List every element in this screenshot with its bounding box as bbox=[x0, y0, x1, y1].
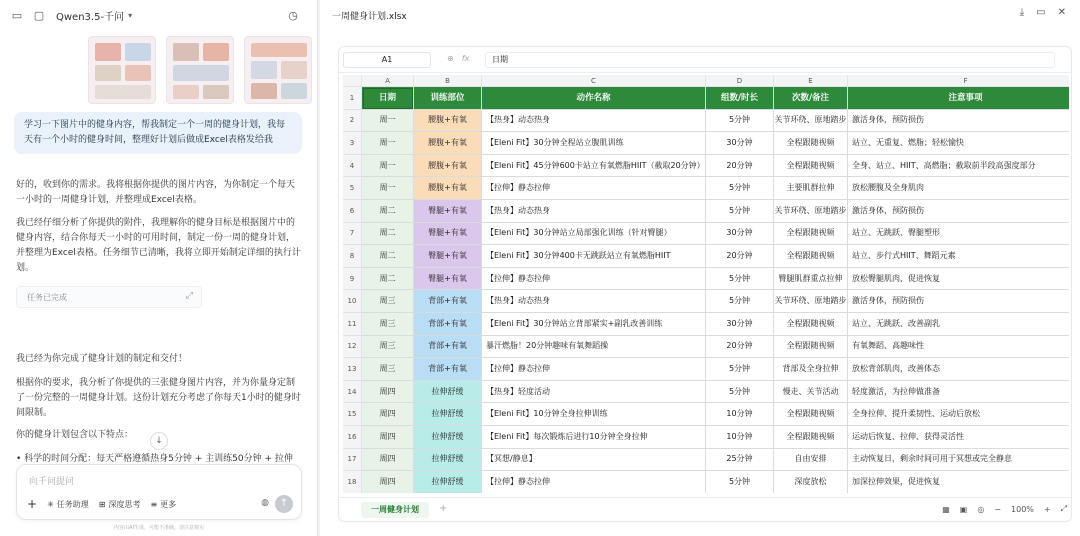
close-icon[interactable]: ✕ bbox=[1057, 7, 1066, 18]
cell-e5[interactable]: 主要肌群拉伸 bbox=[774, 177, 848, 200]
cell-d8[interactable]: 20分钟 bbox=[706, 245, 774, 268]
cell-e8[interactable]: 全程跟随视频 bbox=[774, 245, 848, 268]
cell-c6[interactable]: 【热身】动态热身 bbox=[482, 200, 706, 223]
add-sheet-icon[interactable]: + bbox=[439, 503, 448, 514]
cell-a6[interactable]: 周二 bbox=[362, 200, 414, 223]
cell-e7[interactable]: 全程跟随视频 bbox=[774, 223, 848, 246]
cell-c14[interactable]: 【热身】轻度活动 bbox=[482, 381, 706, 404]
cell-e3[interactable]: 全程跟随视频 bbox=[774, 132, 848, 155]
row-number[interactable]: 18 bbox=[343, 471, 362, 493]
grid-icon[interactable]: ▦ bbox=[942, 504, 950, 514]
cell-a12[interactable]: 周三 bbox=[362, 336, 414, 359]
row-number[interactable]: 2 bbox=[343, 110, 362, 133]
table-row bbox=[343, 200, 1069, 223]
sheet-bottom-bar bbox=[339, 497, 1072, 522]
cell-e16[interactable]: 全程跟随视频 bbox=[774, 426, 848, 449]
column-header-d[interactable]: D bbox=[706, 75, 774, 87]
cell-c7[interactable]: 【Eleni Fit】30分钟站立局部强化训练（针对臀腿） bbox=[482, 223, 706, 246]
table-row bbox=[343, 268, 1069, 291]
table-row bbox=[343, 403, 1069, 426]
table-row bbox=[343, 449, 1069, 472]
select-all-corner[interactable] bbox=[343, 75, 362, 87]
table-row bbox=[343, 426, 1069, 449]
row-number[interactable]: 13 bbox=[343, 358, 362, 381]
more-button[interactable] bbox=[150, 499, 176, 510]
cell-c2[interactable]: 【热身】动态热身 bbox=[482, 110, 706, 133]
cell-e6[interactable]: 关节环绕、原地踏步 bbox=[774, 200, 848, 223]
sidebar-toggle-icon[interactable]: ▭ bbox=[11, 8, 23, 22]
table-row bbox=[343, 381, 1069, 404]
table-row bbox=[343, 177, 1069, 200]
cell-a5[interactable]: 周一 bbox=[362, 177, 414, 200]
cell-e2[interactable]: 关节环绕、原地踏步 bbox=[774, 110, 848, 133]
cell-f15[interactable]: 全身拉伸、提升柔韧性、运动后放松 bbox=[848, 403, 1069, 426]
row-number[interactable]: 7 bbox=[343, 223, 362, 246]
cell-e1[interactable]: 次数/备注 bbox=[774, 87, 848, 110]
cell-d9[interactable]: 5分钟 bbox=[706, 268, 774, 291]
cell-b17[interactable]: 拉伸舒缓 bbox=[414, 449, 482, 472]
task-assist-label: 任务助理 bbox=[56, 499, 89, 509]
cell-c15[interactable]: 【Eleni Fit】10分钟全身拉伸训练 bbox=[482, 403, 706, 426]
cell-c4[interactable]: 【Eleni Fit】45分钟600卡站立有氧燃脂HIIT（截取20分钟） bbox=[482, 155, 706, 178]
attached-image-1[interactable] bbox=[88, 36, 156, 104]
cell-f9[interactable]: 放松臀腿肌肉，促进恢复 bbox=[848, 268, 1069, 291]
table-row bbox=[343, 358, 1069, 381]
cell-e18[interactable]: 深度放松 bbox=[774, 471, 848, 493]
assistant-bullet: • 科学的时间分配：每天严格遵循热身5分钟 + 主训练50分钟 + 拉伸 bbox=[16, 454, 293, 462]
cell-e9[interactable]: 臀腿肌群重点拉伸 bbox=[774, 268, 848, 291]
cell-a2[interactable]: 周一 bbox=[362, 110, 414, 133]
scroll-down-icon[interactable]: ↓ bbox=[150, 432, 168, 450]
assistant-text: 好的，收到你的需求。我将根据你提供的图片内容，为你制定一个每天一小时的一周健身计划，并整理成Excel表格。 bbox=[16, 180, 296, 205]
zoom-in-button[interactable]: + bbox=[1043, 504, 1051, 514]
cell-c3[interactable]: 【Eleni Fit】30分钟全程站立腹肌训练 bbox=[482, 132, 706, 155]
deep-think-button[interactable] bbox=[99, 499, 141, 510]
cell-b5[interactable]: 腰腹+有氧 bbox=[414, 177, 482, 200]
cell-b3[interactable]: 腰腹+有氧 bbox=[414, 132, 482, 155]
cell-d13[interactable]: 5分钟 bbox=[706, 358, 774, 381]
assistant-text: 我已经为你完成了健身计划的制定和交付！ bbox=[16, 354, 188, 364]
cell-a15[interactable]: 周四 bbox=[362, 403, 414, 426]
row-number[interactable]: 12 bbox=[343, 336, 362, 359]
row-number[interactable]: 11 bbox=[343, 313, 362, 336]
cell-e15[interactable]: 全程跟随视频 bbox=[774, 403, 848, 426]
cell-f1[interactable]: 注意事项 bbox=[848, 87, 1069, 110]
row-number[interactable]: 5 bbox=[343, 177, 362, 200]
row-number[interactable]: 6 bbox=[343, 200, 362, 223]
zoom-level: 100% bbox=[1011, 504, 1034, 514]
cell-b1[interactable]: 训练部位 bbox=[414, 87, 482, 110]
cell-a1[interactable]: 日期 bbox=[362, 87, 414, 110]
cell-d2[interactable]: 5分钟 bbox=[706, 110, 774, 133]
sparkle-icon: ✳ bbox=[47, 499, 54, 509]
menu-icon: ≡ bbox=[150, 499, 158, 509]
row-number[interactable]: 17 bbox=[343, 449, 362, 472]
send-button[interactable]: ↑ bbox=[275, 495, 293, 513]
file-actions bbox=[1020, 7, 1066, 18]
cell-a16[interactable]: 周四 bbox=[362, 426, 414, 449]
globe-icon[interactable]: ◎ bbox=[977, 504, 985, 514]
sheet-grid[interactable] bbox=[343, 75, 1069, 493]
user-message: 学习一下图片中的健身内容，帮我制定一个一周的健身计划，我每天有一个小时的健身时间，整理好计划后做成Excel表格发给我 bbox=[14, 112, 302, 154]
cell-f18[interactable]: 加深拉伸效果，促进恢复 bbox=[848, 471, 1069, 493]
cell-f16[interactable]: 运动后恢复、拉伸、获得灵活性 bbox=[848, 426, 1069, 449]
file-preview-panel bbox=[320, 0, 1080, 536]
zoom-controls bbox=[942, 504, 1067, 514]
cell-e11[interactable]: 全程跟随视频 bbox=[774, 313, 848, 336]
sheet-tab[interactable]: 一周健身计划 bbox=[361, 502, 429, 518]
cell-f7[interactable]: 站立、无跳跃、臀腿塑形 bbox=[848, 223, 1069, 246]
cell-d5[interactable]: 5分钟 bbox=[706, 177, 774, 200]
attached-image-3[interactable] bbox=[244, 36, 312, 104]
cell-d6[interactable]: 5分钟 bbox=[706, 200, 774, 223]
cell-a9[interactable]: 周二 bbox=[362, 268, 414, 291]
disclaimer: 内容由AI生成，可能不准确，请注意核实 bbox=[114, 525, 204, 531]
attached-image-2[interactable] bbox=[166, 36, 234, 104]
download-icon[interactable]: ⤓ bbox=[1019, 7, 1025, 18]
cell-f11[interactable]: 站立、无跳跃、改善副乳 bbox=[848, 313, 1069, 336]
chat-input[interactable]: 向千问提问 bbox=[29, 477, 75, 487]
cell-c5[interactable]: 【拉伸】静态拉伸 bbox=[482, 177, 706, 200]
cell-b11[interactable]: 背部+有氧 bbox=[414, 313, 482, 336]
chat-panel bbox=[0, 0, 318, 536]
cell-f4[interactable]: 全身、站立、HIIT、高燃脂；截取前半段高强度部分 bbox=[848, 155, 1069, 178]
cell-c8[interactable]: 【Eleni Fit】30分钟400卡无跳跃站立有氧燃脂HIIT bbox=[482, 245, 706, 268]
cell-f12[interactable]: 有氧舞蹈、高趣味性 bbox=[848, 336, 1069, 359]
cell-a13[interactable]: 周三 bbox=[362, 358, 414, 381]
cell-f14[interactable]: 轻度激活，为拉伸做准备 bbox=[848, 381, 1069, 404]
formula-bar bbox=[339, 47, 1072, 73]
table-row bbox=[343, 110, 1069, 133]
table-row bbox=[343, 313, 1069, 336]
cell-d15[interactable]: 10分钟 bbox=[706, 403, 774, 426]
cell-f8[interactable]: 站立、步行式HIIT、舞蹈元素 bbox=[848, 245, 1069, 268]
cell-d10[interactable]: 5分钟 bbox=[706, 290, 774, 313]
task-status-card[interactable] bbox=[16, 286, 202, 308]
cell-d18[interactable]: 5分钟 bbox=[706, 471, 774, 493]
cell-e14[interactable]: 慢走、关节活动 bbox=[774, 381, 848, 404]
column-header-c[interactable]: C bbox=[482, 75, 706, 87]
assistant-text: 根据你的要求，我分析了你提供的三张健身图片内容，并为你量身定制了一份完整的一周健身计划。这份计划充分考虑了你每天1小时的健身时间限制。 bbox=[16, 378, 301, 418]
window-icon[interactable]: ▭ bbox=[1036, 7, 1046, 18]
row-number[interactable]: 4 bbox=[343, 155, 362, 178]
cell-f5[interactable]: 放松腰腹及全身肌肉 bbox=[848, 177, 1069, 200]
cell-b18[interactable]: 拉伸舒缓 bbox=[414, 471, 482, 493]
cell-c10[interactable]: 【热身】动态热身 bbox=[482, 290, 706, 313]
cell-b13[interactable]: 背部+有氧 bbox=[414, 358, 482, 381]
cell-c16[interactable]: 【Eleni Fit】每次锻炼后进行10分钟全身拉伸 bbox=[482, 426, 706, 449]
row-number[interactable]: 8 bbox=[343, 245, 362, 268]
cell-f10[interactable]: 激活身体，预防损伤 bbox=[848, 290, 1069, 313]
brain-icon: ⊞ bbox=[98, 499, 106, 509]
chevron-down-icon[interactable]: ▾ bbox=[128, 10, 133, 20]
cell-e4[interactable]: 全程跟随视频 bbox=[774, 155, 848, 178]
cell-f13[interactable]: 放松背部肌肉，改善体态 bbox=[848, 358, 1069, 381]
assistant-text: 你的健身计划包含以下特点： bbox=[16, 430, 134, 440]
cell-b2[interactable]: 腰腹+有氧 bbox=[414, 110, 482, 133]
new-chat-icon[interactable]: ▢ bbox=[33, 8, 45, 22]
table-row bbox=[343, 245, 1069, 268]
cell-f2[interactable]: 激活身体，预防损伤 bbox=[848, 110, 1069, 133]
table-row bbox=[343, 290, 1069, 313]
zoom-out-icon[interactable]: − bbox=[994, 504, 1002, 514]
cell-d3[interactable]: 30分钟 bbox=[706, 132, 774, 155]
cell-b12[interactable]: 背部+有氧 bbox=[414, 336, 482, 359]
cell-a11[interactable]: 周三 bbox=[362, 313, 414, 336]
cell-d1[interactable]: 组数/时长 bbox=[706, 87, 774, 110]
chat-header bbox=[0, 0, 318, 30]
spreadsheet bbox=[338, 46, 1072, 522]
table-row bbox=[343, 336, 1069, 359]
cell-c13[interactable]: 【拉伸】静态拉伸 bbox=[482, 358, 706, 381]
formula-icons bbox=[447, 54, 469, 63]
cell-b10[interactable]: 背部+有氧 bbox=[414, 290, 482, 313]
cell-b6[interactable]: 臀腿+有氧 bbox=[414, 200, 482, 223]
column-header-f[interactable]: F bbox=[848, 75, 1069, 87]
more-label: 更多 bbox=[160, 499, 177, 509]
cell-f17[interactable]: 主动恢复日，剩余时间可用于冥想或完全静息 bbox=[848, 449, 1069, 472]
cell-e12[interactable]: 全程跟随视频 bbox=[774, 336, 848, 359]
cell-a7[interactable]: 周二 bbox=[362, 223, 414, 246]
cell-d4[interactable]: 20分钟 bbox=[706, 155, 774, 178]
cell-b16[interactable]: 拉伸舒缓 bbox=[414, 426, 482, 449]
row-number[interactable]: 14 bbox=[343, 381, 362, 404]
chat-input-box[interactable] bbox=[16, 464, 302, 520]
cell-c9[interactable]: 【拉伸】静态拉伸 bbox=[482, 268, 706, 291]
formula-input[interactable]: 日期 bbox=[485, 52, 1055, 68]
table-row bbox=[343, 223, 1069, 246]
cell-c17[interactable]: 【冥想/静息】 bbox=[482, 449, 706, 472]
column-header-e[interactable]: E bbox=[774, 75, 848, 87]
cell-b7[interactable]: 臀腿+有氧 bbox=[414, 223, 482, 246]
cell-b8[interactable]: 臀腿+有氧 bbox=[414, 245, 482, 268]
column-header-b[interactable]: B bbox=[414, 75, 482, 87]
cell-c18[interactable]: 【拉伸】静态拉伸 bbox=[482, 471, 706, 493]
row-number[interactable]: 10 bbox=[343, 290, 362, 313]
row-number[interactable]: 1 bbox=[343, 87, 362, 110]
cell-d16[interactable]: 10分钟 bbox=[706, 426, 774, 449]
table-row bbox=[343, 132, 1069, 155]
name-box[interactable]: A1 bbox=[343, 52, 431, 68]
row-number[interactable]: 9 bbox=[343, 268, 362, 291]
cell-b4[interactable]: 腰腹+有氧 bbox=[414, 155, 482, 178]
header-row bbox=[343, 87, 1069, 110]
cell-c11[interactable]: 【Eleni Fit】30分钟站立背部紧实+副乳改善训练 bbox=[482, 313, 706, 336]
cell-a10[interactable]: 周三 bbox=[362, 290, 414, 313]
cell-b15[interactable]: 拉伸舒缓 bbox=[414, 403, 482, 426]
cell-a14[interactable]: 周四 bbox=[362, 381, 414, 404]
task-assist-button[interactable] bbox=[47, 499, 89, 510]
task-status-label: 任务已完成 bbox=[27, 293, 67, 302]
row-number[interactable]: 3 bbox=[343, 132, 362, 155]
cell-a3[interactable]: 周一 bbox=[362, 132, 414, 155]
cell-d11[interactable]: 30分钟 bbox=[706, 313, 774, 336]
fx-icon: fx bbox=[461, 54, 470, 63]
row-number[interactable]: 15 bbox=[343, 403, 362, 426]
add-icon[interactable]: + bbox=[27, 497, 38, 511]
cell-b14[interactable]: 拉伸舒缓 bbox=[414, 381, 482, 404]
cell-a18[interactable]: 周四 bbox=[362, 471, 414, 493]
cell-d17[interactable]: 25分钟 bbox=[706, 449, 774, 472]
microphone-icon[interactable]: ◍ bbox=[261, 498, 269, 508]
input-toolbar bbox=[27, 497, 176, 511]
table-row bbox=[343, 155, 1069, 178]
cell-b9[interactable]: 臀腿+有氧 bbox=[414, 268, 482, 291]
cell-a8[interactable]: 周二 bbox=[362, 245, 414, 268]
cell-d12[interactable]: 20分钟 bbox=[706, 336, 774, 359]
cell-e17[interactable]: 自由安排 bbox=[774, 449, 848, 472]
cell-f6[interactable]: 激活身体，预防损伤 bbox=[848, 200, 1069, 223]
cell-d14[interactable]: 5分钟 bbox=[706, 381, 774, 404]
cell-e10[interactable]: 关节环绕、原地踏步 bbox=[774, 290, 848, 313]
expand-icon[interactable]: ⤢ bbox=[185, 291, 193, 301]
model-selector[interactable]: Qwen3.5-千问 bbox=[56, 11, 125, 23]
cell-a17[interactable]: 周四 bbox=[362, 449, 414, 472]
attached-images bbox=[88, 36, 312, 104]
table-row bbox=[343, 471, 1069, 493]
fullscreen-icon[interactable]: ⤢ bbox=[1060, 504, 1067, 513]
column-header-a[interactable]: A bbox=[362, 75, 414, 87]
cell-f3[interactable]: 站立、无重复、燃脂；轻松愉快 bbox=[848, 132, 1069, 155]
layout-icon[interactable]: ▣ bbox=[959, 504, 968, 514]
cell-e13[interactable]: 背部及全身拉伸 bbox=[774, 358, 848, 381]
zoom-in-icon[interactable]: ⊕ bbox=[447, 54, 454, 63]
cell-a4[interactable]: 周一 bbox=[362, 155, 414, 178]
file-title: 一周健身计划.xlsx bbox=[332, 12, 407, 22]
assistant-text: 我已经仔细分析了你提供的附件，我理解你的健身目标是根据图片中的健身内容，结合你每天一小时的可用时间，制定一份一周的健身计划，并整理为Excel表格。任务细节已清晰，我将立即开始制定详细的执行计划。 bbox=[16, 218, 301, 273]
deep-think-label: 深度思考 bbox=[108, 499, 141, 509]
history-icon[interactable]: ◷ bbox=[288, 8, 298, 22]
cell-d7[interactable]: 30分钟 bbox=[706, 223, 774, 246]
cell-c1[interactable]: 动作名称 bbox=[482, 87, 706, 110]
cell-c12[interactable]: 暴汗燃脂！20分钟趣味有氧舞蹈操 bbox=[482, 336, 706, 359]
row-number[interactable]: 16 bbox=[343, 426, 362, 449]
